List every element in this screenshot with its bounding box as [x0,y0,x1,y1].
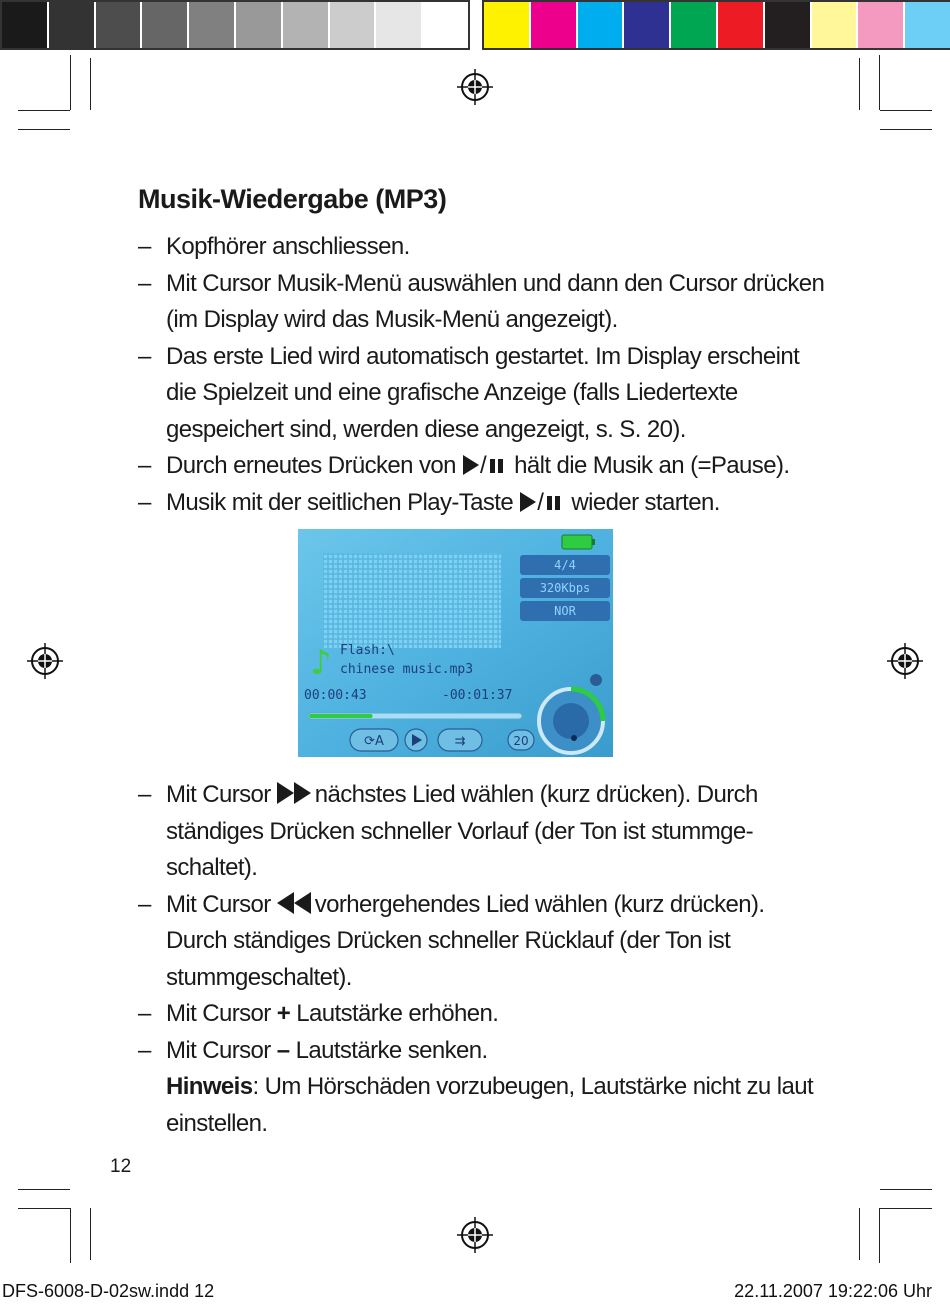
gray-swatch [376,2,423,48]
list-item: – Musik mit der seitlichen Play-Taste / wieder starten. [138,485,828,522]
list-dash: – [138,233,151,260]
gray-swatch [49,2,96,48]
color-swatch [765,2,812,48]
gray-swatch [236,2,283,48]
progress-fill [309,714,373,718]
section-heading: Musik-Wiedergabe (MP3) [138,184,447,214]
elapsed-time: 00:00:43 [304,688,367,703]
crop-mark [880,129,932,130]
filename-label: chinese music.mp3 [340,662,474,677]
gray-swatch [330,2,377,48]
list-item: – Das erste Lied wird automatisch gestartet. Im Display erscheint die Spielzeit und eine grafische Anzeige (falls Liedertexte gespeichert sind, werden diese angezeigt, s. S. 20). [138,339,828,449]
list-item: – Mit Cursor nächstes Lied wählen (kurz drücken). Durch ständiges Drücken schneller Vorlauf (der Ton ist stummge-schaltet). [138,777,828,887]
page-number: 12 [110,1156,132,1177]
crop-mark [18,1189,70,1190]
color-swatch [578,2,625,48]
color-swatch [671,2,718,48]
repeat-ab-icon: ⟳A [364,734,384,749]
crop-mark [880,1189,932,1190]
battery-icon [562,535,592,549]
crop-mark [90,58,91,110]
list-item: – Durch erneutes Drücken von / hält die Musik an (=Pause). [138,448,828,485]
color-swatch [718,2,765,48]
eq-label: NOR [554,604,576,618]
list-dash: – [138,890,151,918]
play-icon [463,455,479,475]
crop-mark [859,1208,860,1260]
list-dash: – [138,452,151,479]
color-swatch [484,2,531,48]
registration-mark-icon [885,641,925,681]
list-dash: – [138,342,151,370]
color-swatch [531,2,578,48]
bluetooth-icon [590,674,602,686]
note-text: : Um Hörschäden vorzubeugen, Lautstärke nicht zu laut einstellen. [166,1073,814,1137]
color-swatch [812,2,859,48]
crop-mark [70,1208,71,1263]
gray-swatch [423,2,468,48]
spectrum-visualizer [323,553,501,648]
gray-swatch [96,2,143,48]
color-swatch [624,2,671,48]
list-dash: – [138,781,151,808]
crop-mark [90,1208,91,1260]
music-note-icon: ♪ [310,643,332,683]
volume-level-label: 20 [513,734,529,748]
grayscale-calibration-bar [0,0,470,50]
list-dash: – [138,269,151,297]
gray-swatch [189,2,236,48]
list-dash: – [138,488,151,516]
bitrate-label: 320Kbps [539,581,591,595]
footer-timestamp: 22.11.2007 19:22:06 Uhr [734,1281,932,1301]
list-dash: – [138,1000,151,1027]
list-item: – Mit Cursor + Lautstärke erhöhen. [138,996,828,1033]
play-icon [520,492,536,512]
footer-file-info: DFS-6008-D-02sw.indd 12 [2,1281,215,1301]
gray-swatch [283,2,330,48]
crop-mark [70,55,71,110]
crop-mark [879,1208,880,1263]
color-swatch [905,2,950,48]
gray-swatch [142,2,189,48]
pause-icon [546,496,562,510]
crop-mark [18,110,70,111]
path-label: Flash:\ [340,643,395,658]
list-item: – Mit Cursor vorhergehendes Lied wählen (kurz drücken). Durch ständiges Drücken schneller Rücklauf (der Ton ist stummgeschaltet). [138,887,828,997]
instruction-list-1 [138,229,828,521]
svg-text:⇉: ⇉ [454,734,466,749]
list-item: – Mit Cursor – Lautstärke senken. Hinweis: Um Hörschäden vorzubeugen, Lautstärke nicht zu laut einstellen. [138,1033,828,1143]
instruction-list-2 [138,777,828,1142]
remaining-time: -00:01:37 [442,688,513,703]
fast-forward-icon [277,782,311,804]
registration-mark-icon [455,1215,495,1255]
pause-icon [489,459,505,473]
note-label: Hinweis [166,1073,253,1100]
crop-mark [880,110,932,111]
track-count-label: 4/4 [554,558,576,572]
crop-mark [880,1208,932,1209]
list-item: – Kopfhörer anschliessen. [138,229,828,266]
registration-mark-icon [25,641,65,681]
registration-mark-icon [455,67,495,107]
rewind-icon [277,892,311,914]
mp3-player-display-image [298,529,613,757]
gray-swatch [2,2,49,48]
list-dash: – [138,1036,151,1064]
crop-mark [859,58,860,110]
list-item: – Mit Cursor Musik-Menü auswählen und dann den Cursor drücken (im Display wird das Musik-Menü angezeigt). [138,266,828,339]
color-swatch [858,2,905,48]
crop-mark [879,55,880,110]
color-calibration-bar [482,0,950,50]
crop-mark [18,129,70,130]
crop-mark [18,1208,70,1209]
